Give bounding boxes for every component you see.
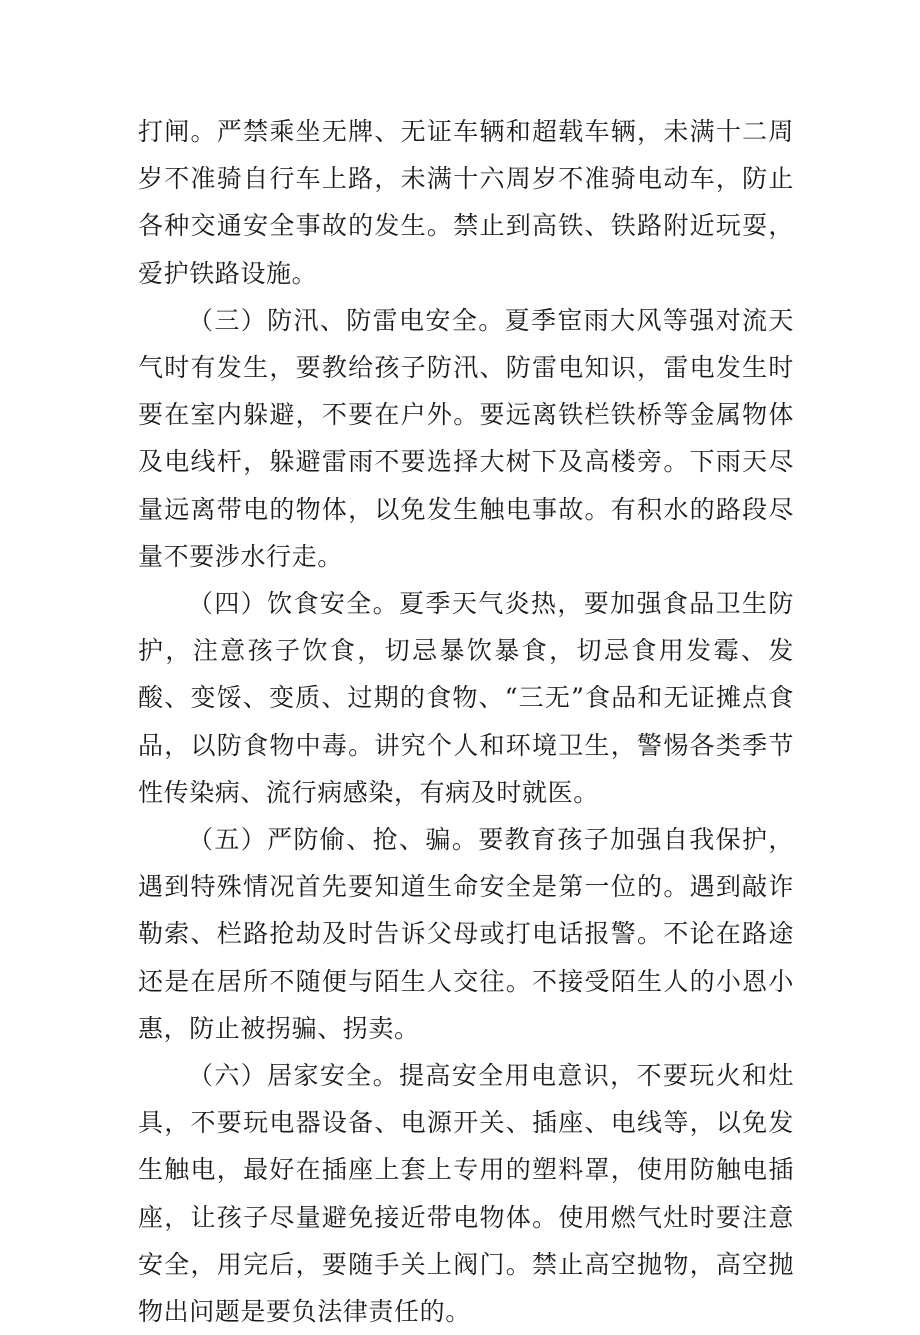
paragraph-flood-lightning-safety: （三）防汛、防雷电安全。夏季宦雨大风等强对流天气时有发生，要教给孩子防汛、防雷电知识，雷电发生时要在室内躲避，不要在户外。要远离铁栏铁桥等金属物体及电线杆，躲避雷雨不要选择大树下及高楼旁。下雨天尽量远离带电的物体，以免发生触电事故。有积水的路段尽量不要涉水行走。 <box>138 305 794 571</box>
paragraph-theft-robbery-fraud: （五）严防偷、抢、骗。要教育孩子加强自我保护，遇到特殊情况首先要知道生命安全是第一位的。遇到敲诈勒索、栏路抢劫及时告诉父母或打电话报警。不论在路途还是在居所不随便与陌生人交往。不接受陌生人的小恩小惠，防止被拐骗、拐卖。 <box>138 825 794 1043</box>
paragraph-food-safety: （四）饮食安全。夏季天气炎热，要加强食品卫生防护，注意孩子饮食，切忌暴饮暴食，切忌食用发霉、发酸、变馁、变质、过期的食物、“三无”食品和无证摊点食品，以防食物中毒。讲究个人和环境卫生，警惕各类季节性传染病、流行病感染，有病及时就医。 <box>138 589 794 807</box>
document-body <box>138 108 794 1335</box>
paragraph-home-safety: （六）居家安全。提高安全用电意识，不要玩火和灶具，不要玩电器设备、电源开关、插座、电线等，以免发生触电，最好在插座上套上专用的塑料罩，使用防触电插座，让孩子尽量避免接近带电物体。使用燃气灶时要注意安全，用完后，要随手关上阀门。禁止高空抛物，高空抛物出问题是要负法律责任的。 <box>138 1061 794 1327</box>
paragraph-traffic-safety-continued: 打闸。严禁乘坐无牌、无证车辆和超载车辆，未满十二周岁不准骑自行车上路，未满十六周岁不准骑电动车，防止各种交通安全事故的发生。禁止到高铁、铁路附近玩耍，爱护铁路设施。 <box>138 117 794 288</box>
